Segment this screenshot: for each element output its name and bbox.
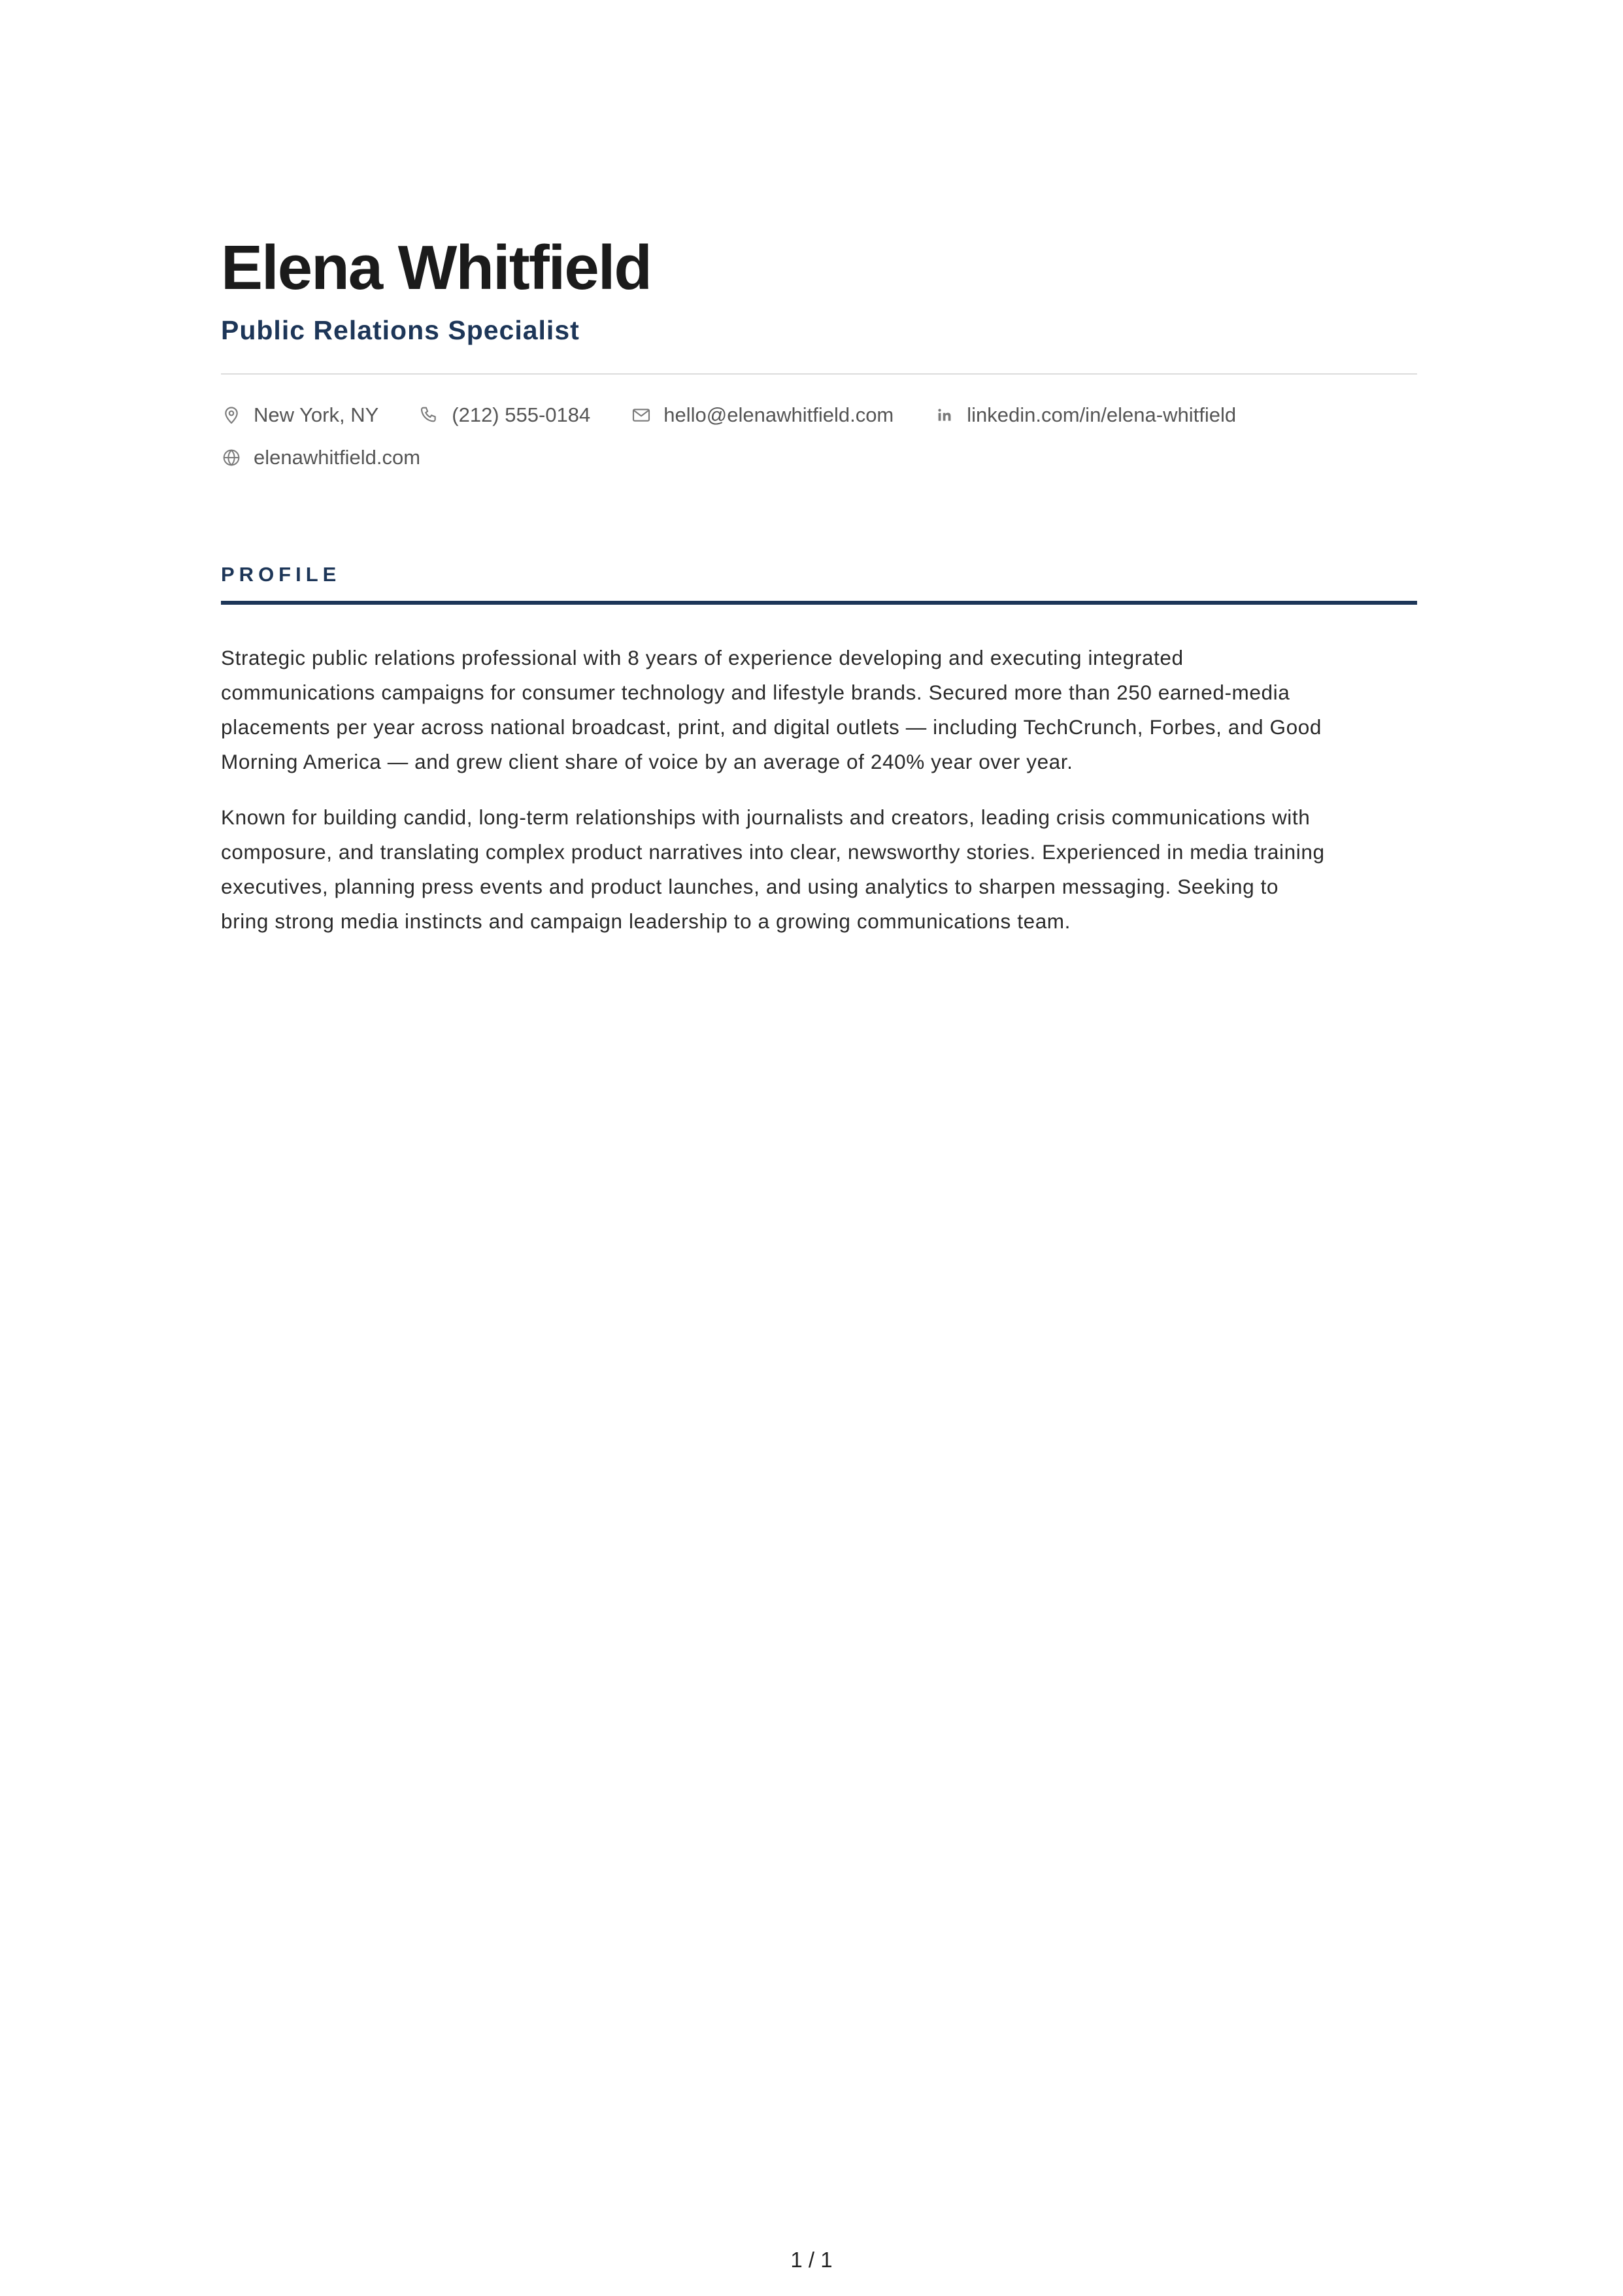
profile-divider	[221, 601, 1417, 605]
contact-list	[221, 401, 1417, 472]
contact-location-text: New York, NY	[254, 403, 379, 426]
location-pin-icon	[221, 405, 242, 426]
contact-phone-text: (212) 555-0184	[452, 403, 591, 426]
candidate-name: Elena Whitfield	[221, 233, 652, 303]
contact-email-text: hello@elenawhitfield.com	[663, 403, 894, 426]
contact-website-text: elenawhitfield.com	[254, 446, 421, 469]
profile-paragraph: Strategic public relations professional with 8 years of experience developing and executing integrated communications campaigns for consumer technology and lifestyle brands. Secured more than 250 earned-media placements per year across national broadcast, print, and digital outlets — including TechCrunch, Forbes, and Good Morning America — and grew client share of voice by an average of 240% year over year.	[221, 646, 1322, 773]
contact-phone[interactable]	[419, 401, 590, 430]
resume-page	[221, 232, 1417, 959]
page-indicator: 1 / 1	[790, 2248, 833, 2272]
mail-icon	[631, 405, 652, 426]
phone-icon	[419, 405, 440, 426]
contact-email[interactable]	[631, 401, 894, 430]
header-divider	[221, 373, 1417, 375]
linkedin-icon	[934, 405, 955, 426]
profile-paragraph: Known for building candid, long-term relationships with journalists and creators, leading crisis communications with composure, and translating complex product narratives into clear, newsworthy stories. Experienced in media training executives, planning press events and product launches, and using analytics to sharpen messaging. Seeking to bring strong media instincts and campaign leadership to a growing communications team.	[221, 805, 1325, 933]
contact-linkedin[interactable]	[934, 401, 1236, 430]
profile-heading: PROFILE	[221, 563, 341, 586]
contact-website[interactable]	[221, 443, 420, 472]
contact-location	[221, 401, 378, 430]
job-title: Public Relations Specialist	[221, 315, 580, 345]
globe-icon	[221, 447, 242, 468]
contact-linkedin-text: linkedin.com/in/elena-whitfield	[967, 403, 1237, 426]
